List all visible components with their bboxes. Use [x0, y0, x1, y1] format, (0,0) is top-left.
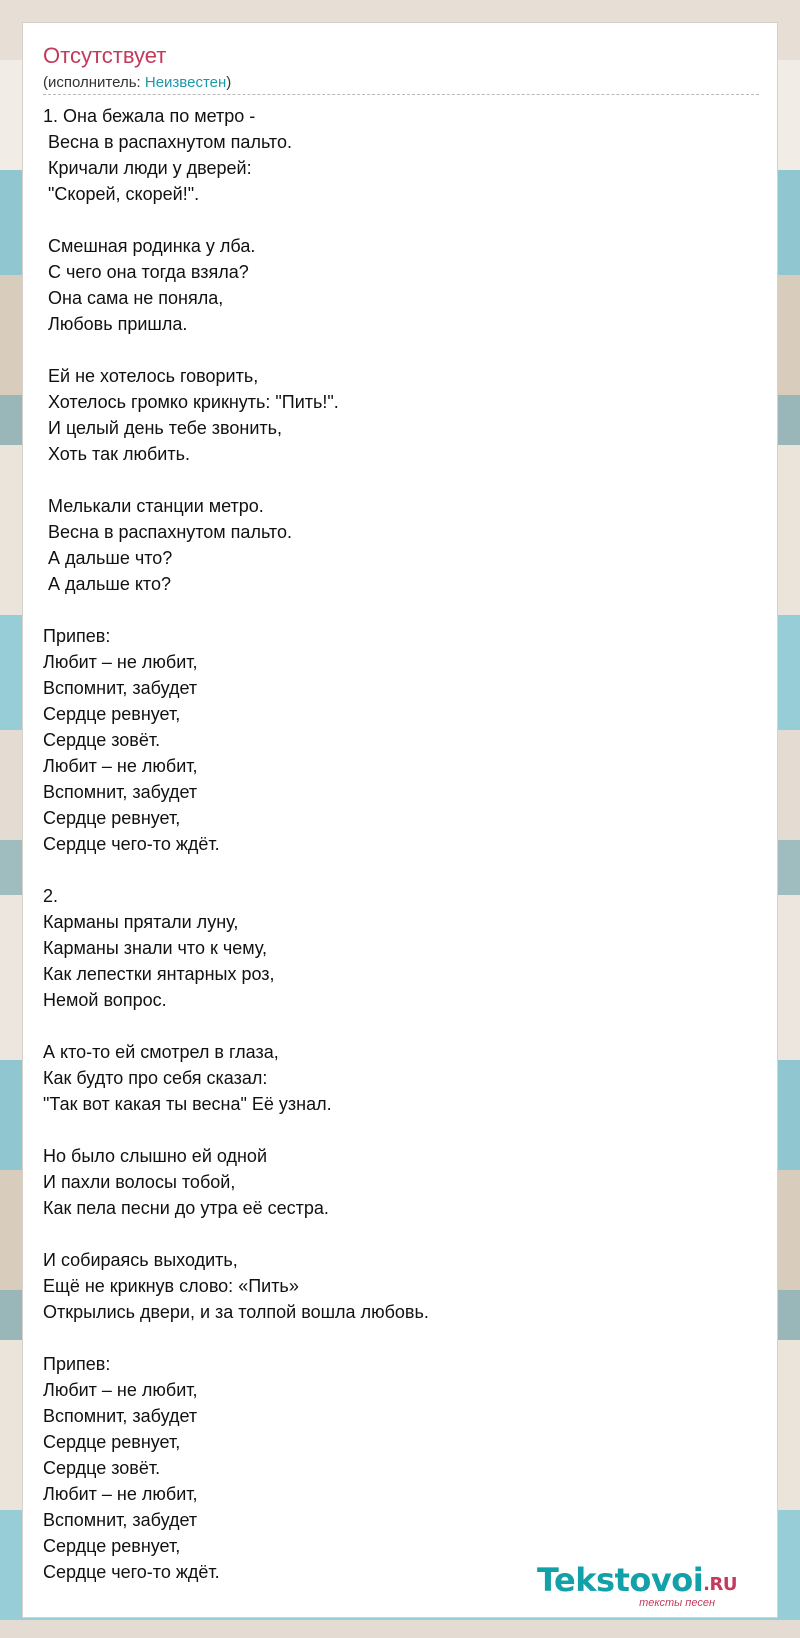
artist-line: [43, 74, 759, 95]
logo-tagline: тексты песен: [639, 1597, 715, 1609]
lyrics-card: [22, 22, 778, 1618]
site-logo[interactable]: [536, 1561, 737, 1609]
lyrics-text: 1. Она бежала по метро - Весна в распахнутом пальто. Кричали люди у дверей: "Скорей, скорей!". Смешная родинка у лба. С чего она тогда взяла? Она сама не поняла, Любовь пришла. Ей не хотелось говорить, Хотелось громко крикнуть: "Пить!". И целый день тебе звонить, Хоть так любить. Мелькали станции метро. Весна в распахнутом пальто. А дальше что? А дальше кто? Припев: Любит – не любит, Вспомнит, забудет Сердце ревнует, Сердце зовёт. Любит – не любит, Вспомнит, забудет Сердце ревнует, Сердце чего-то ждёт. 2. Карманы прятали луну, Карманы знали что к чему, Как лепестки янтарных роз, Немой вопрос. А кто-то ей смотрел в глаза, Как будто про себя сказал: "Так вот какая ты весна" Её узнал. Но было слышно ей одной И пахли волосы тобой, Как пела песни до утра её сестра. И собираясь выходить, Ещё не крикнув слово: «Пить» Открылись двери, и за толпой вошла любовь. Припев: Любит – не любит, Вспомнит, забудет Сердце ревнует, Сердце зовёт. Любит – не любит, Вспомнит, забудет Сердце ревнует, Сердце чего-то ждёт.: [43, 106, 429, 1582]
artist-prefix: (исполнитель:: [43, 74, 145, 91]
artist-suffix: ): [226, 74, 232, 91]
logo-wordmark: [536, 1561, 737, 1601]
logo-name: Tekstovoi: [536, 1561, 704, 1599]
song-title: Отсутствует: [43, 43, 167, 68]
artist-link[interactable]: Неизвестен: [144, 74, 227, 91]
logo-tld: .RU: [703, 1574, 737, 1595]
